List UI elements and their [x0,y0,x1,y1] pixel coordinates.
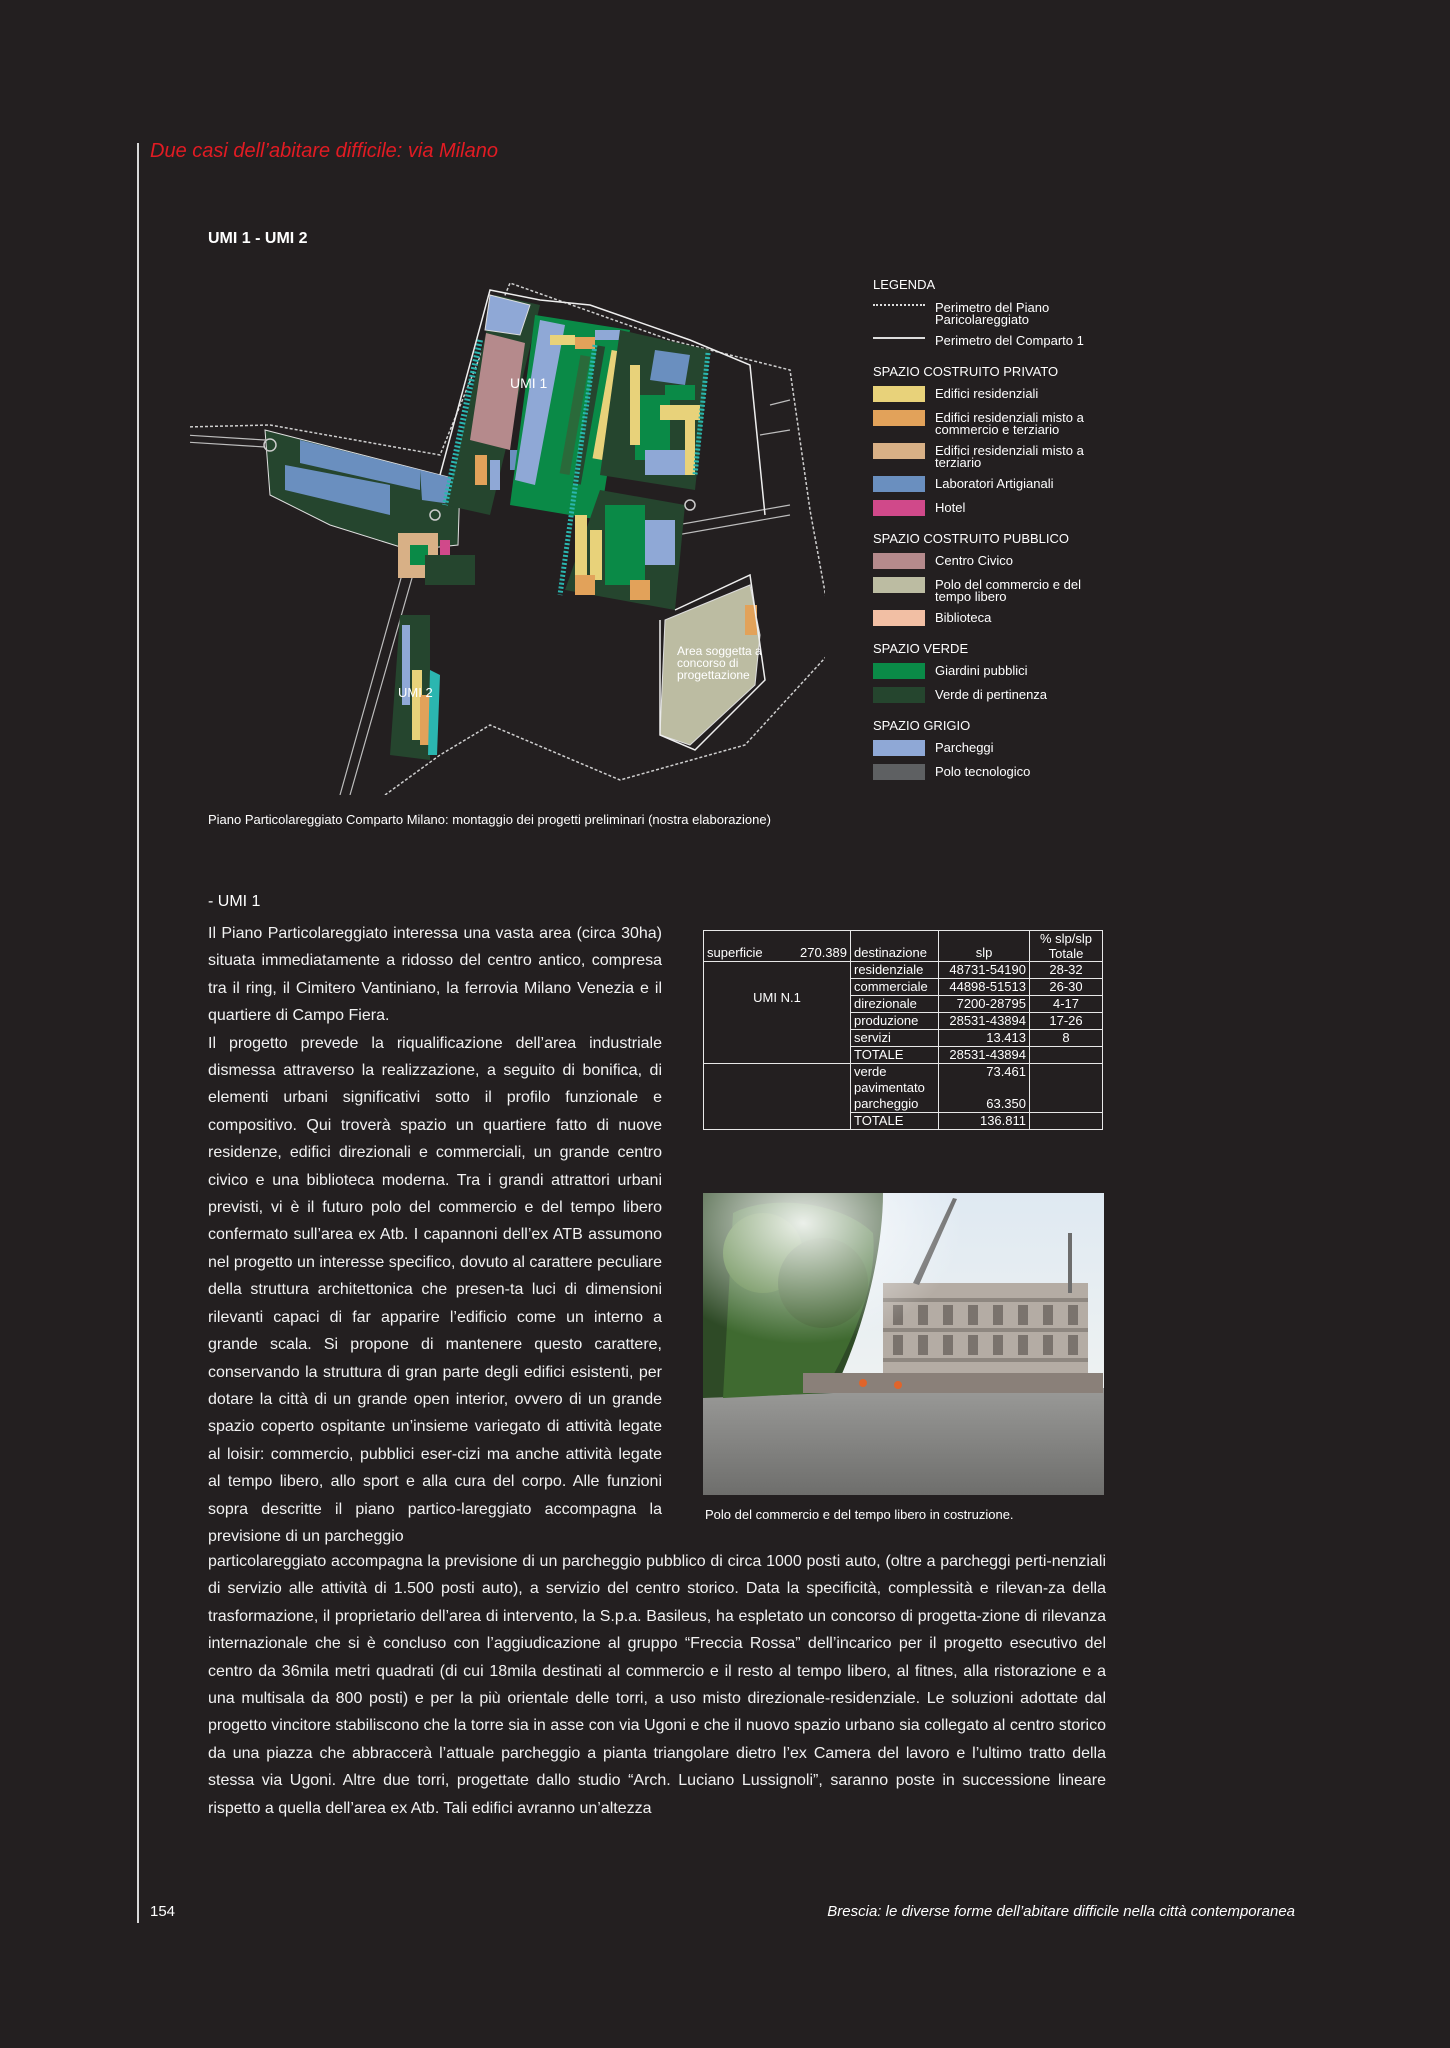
legend-color-swatch [873,764,925,780]
map-label-competition-area: Area soggetta a concorso di progettazione [677,644,762,682]
cell-slp: 28531-43894 [939,1013,1030,1030]
cell-dest: commerciale [851,979,939,996]
legend-color-swatch [873,553,925,569]
table-header-row [704,931,1103,962]
cell-slp: 48731-54190 [939,962,1030,979]
construction-photo-drawing [703,1193,1104,1495]
surface-table [703,930,1103,1130]
photo-caption: Polo del commercio e del tempo libero in costruzione. [705,1507,1014,1522]
legend-item-label: Giardini pubblici [935,663,1028,678]
dotted-line-swatch [873,304,925,316]
legend-item-label: Polo tecnologico [935,764,1031,779]
map-caption: Piano Particolareggiato Comparto Milano: montaggio dei progetti preliminari (nostra elaborazione) [208,812,771,827]
cell-pct: 28-32 [1030,962,1103,979]
legend-item-label: Polo del commercio e del tempo libero [935,577,1081,604]
body-text-full-width: particolareggiato accompagna la previsione di un parcheggio pubblico di circa 1000 posti auto, (oltre a parcheggi perti-nenziali di servizio alle attività di 1.500 posti auto), a servizio del centro storico. Data la specificità, complessità e rilevan-za della trasformazione, il proprietario dell’area di intervento, la S.p.a. Basileus, ha espletato un concorso di progetta-zione di rilevanza internazionale che si è concluso con l’aggiudicazione al gruppo “Freccia Rossa” dell’incarico per il progetto esecutivo del centro da 36mila metri quadrati (di cui 18mila destinati al commercio e il resto al tempo libero, al fitnes, alla ristorazione e a una multisala da 800 posti) e per la più orientale delle torri, a uso misto direzionale-residenziale. Le soluzioni adottate dal progetto vincitore stabiliscono che la torre sia in asse con via Ugoni e che il nuovo spazio urbano sia collegato al centro storico da una piazza che abbraccerà l’attuale parcheggio a pianta triangolare dietro l’ex Camera del lavoro e l’ultimo tratto della stessa via Ugoni. Altre due torri, progettate dallo studio “Arch. Luciano Lussignoli”, saranno poste in successione lineare rispetto a quella dell’area ex Atb. Tali edifici avranno un’altezza [208,1553,1106,1817]
section-title: UMI 1 - UMI 2 [208,230,308,247]
umi-cell: UMI N.1 [704,962,851,1064]
superficie-label: superficie [707,945,763,960]
legend-item [873,476,1113,493]
cell-dest: produzione [851,1013,939,1030]
pavimentato-label: pavimentato [854,1080,925,1095]
legend-item [873,577,1113,603]
legend-line-label: Perimetro del Piano Paricolareggiato [935,300,1050,327]
cell-dest: servizi [851,1030,939,1047]
legend-category-title: SPAZIO VERDE [873,641,969,656]
cell-dest-verde [851,1064,939,1113]
legend-item-label: Edifici residenziali misto a terziario [935,443,1084,470]
legend-color-swatch [873,476,925,492]
cell-dest: direzionale [851,996,939,1013]
parcheggio-value: 63.350 [986,1096,1026,1111]
construction-photo [703,1193,1104,1495]
empty-cell [1030,1064,1103,1113]
legend-item-label: Verde di pertinenza [935,687,1048,702]
legend-item [873,386,1113,403]
legend-color-swatch [873,443,925,459]
empty-cell [704,1064,851,1130]
legend-color-swatch [873,610,925,626]
left-margin-rule [137,143,139,1923]
table-row [704,962,1103,979]
superficie-value: 270.389 [800,945,847,960]
running-header: Due casi dell’abitare difficile: via Milano [150,140,498,162]
cell-dest: residenziale [851,962,939,979]
solid-line-swatch [873,337,925,349]
cell-slp: 13.413 [939,1030,1030,1047]
legend-item [873,500,1113,517]
legend-item-label: Hotel [935,500,966,515]
legend-item-label: Biblioteca [935,610,992,625]
verde-value: 73.461 [986,1064,1026,1079]
legend-item [873,410,1113,436]
cell-slp: 28531-43894 [939,1047,1030,1064]
umi1-heading: - UMI 1 [208,893,261,910]
col-header-slp: slp [939,931,1030,962]
empty-cell [1030,1113,1103,1130]
legend-category-title: SPAZIO GRIGIO [873,718,971,733]
legend-categories [873,364,1113,781]
legend-item-label: Centro Civico [935,553,1014,568]
cell-pct: 4-17 [1030,996,1103,1013]
cell-slp-verde [939,1064,1030,1113]
legend-category-title: SPAZIO COSTRUITO PRIVATO [873,364,1059,379]
cell-pct [1030,1047,1103,1064]
legend-line-row [873,300,1113,326]
legend-item [873,610,1113,627]
legend-item [873,740,1113,757]
cell-dest: TOTALE [851,1113,939,1130]
legend-color-swatch [873,410,925,426]
legend-item-label: Edifici residenziali misto a commercio e terziario [935,410,1084,437]
running-footer: Brescia: le diverse forme dell’abitare difficile nella città contemporanea [827,1903,1295,1920]
legend-item [873,764,1113,781]
page-number: 154 [150,1903,176,1920]
col-header-pct: % slp/slp Totale [1030,931,1103,962]
site-plan-map [190,275,825,795]
legend-item-label: Parcheggi [935,740,994,755]
cell-pct: 26-30 [1030,979,1103,996]
site-plan-drawing [190,275,825,795]
map-label-umi2: UMI 2 [398,685,433,700]
map-legend [873,277,1113,788]
legend-category-title: SPAZIO COSTRUITO PUBBLICO [873,531,1069,546]
legend-color-swatch [873,386,925,402]
legend-color-swatch [873,500,925,516]
cell-slp: 44898-51513 [939,979,1030,996]
paragraph: Il progetto prevede la riqualificazione dell’area industriale dismessa attraverso la realizzazione, a seguito di bonifica, di elementi urbani significativi sotto il profilo funzionale e compositivo. Qui troverà spazio un quartiere fatto di nuove residenze, edifici direzionali e commerciali, un grande centro civico e una biblioteca moderna. Tra i grandi attrattori urbani previsti, vi è il futuro polo del commercio e del tempo libero confermato sull’area ex Atb. I capannoni dell’ex ATB assumono nel progetto un interesse specifico, dovuto al carattere peculiare della struttura architettonica che presen-ta luci di dimensioni rilevanti capaci di far apparire l’edificio come un interno a grande scala. Si propone di mantenere questo carattere, conservando la struttura di gran parte degli edifici esistenti, per dotare la città di un grande open interior, ovvero di un grande spazio coperto ospitante un’insieme variegato di attività legate al loisir: commercio, pubblici eser-cizi ma anche attività legate al tempo libero, allo sport e alla cura del corpo. Alle funzioni sopra descritte il piano partico-lareggiato accompagna la previsione di un parcheggio [208,1034,662,1545]
cell-slp: 136.811 [939,1113,1030,1130]
legend-item [873,687,1113,704]
map-label-umi1: UMI 1 [510,375,548,391]
legend-title: LEGENDA [873,277,936,292]
superficie-cell [704,931,851,962]
cell-pct: 17-26 [1030,1013,1103,1030]
verde-label: verde [854,1064,887,1079]
cell-slp: 7200-28795 [939,996,1030,1013]
legend-color-swatch [873,740,925,756]
legend-color-swatch [873,687,925,703]
legend-item [873,443,1113,469]
legend-item [873,663,1113,680]
legend-color-swatch [873,577,925,593]
legend-item-label: Edifici residenziali [935,386,1039,401]
legend-item-label: Laboratori Artigianali [935,476,1054,491]
col-header-destinazione: destinazione [851,931,939,962]
legend-item [873,553,1113,570]
legend-line-label: Perimetro del Comparto 1 [935,333,1084,348]
parcheggio-label: parcheggio [854,1096,919,1111]
table-row-verde [704,1064,1103,1113]
legend-color-swatch [873,663,925,679]
body-text-column [208,920,662,1550]
legend-line-row [873,333,1113,350]
paragraph: Il Piano Particolareggiato interessa una vasta area (circa 30ha) situata immediatamente a ridosso del centro antico, compresa tra il ring, il Cimitero Vantiniano, la ferrovia Milano Venezia e il quartiere di Campo Fiera. [208,925,662,1025]
cell-dest: TOTALE [851,1047,939,1064]
cell-pct: 8 [1030,1030,1103,1047]
